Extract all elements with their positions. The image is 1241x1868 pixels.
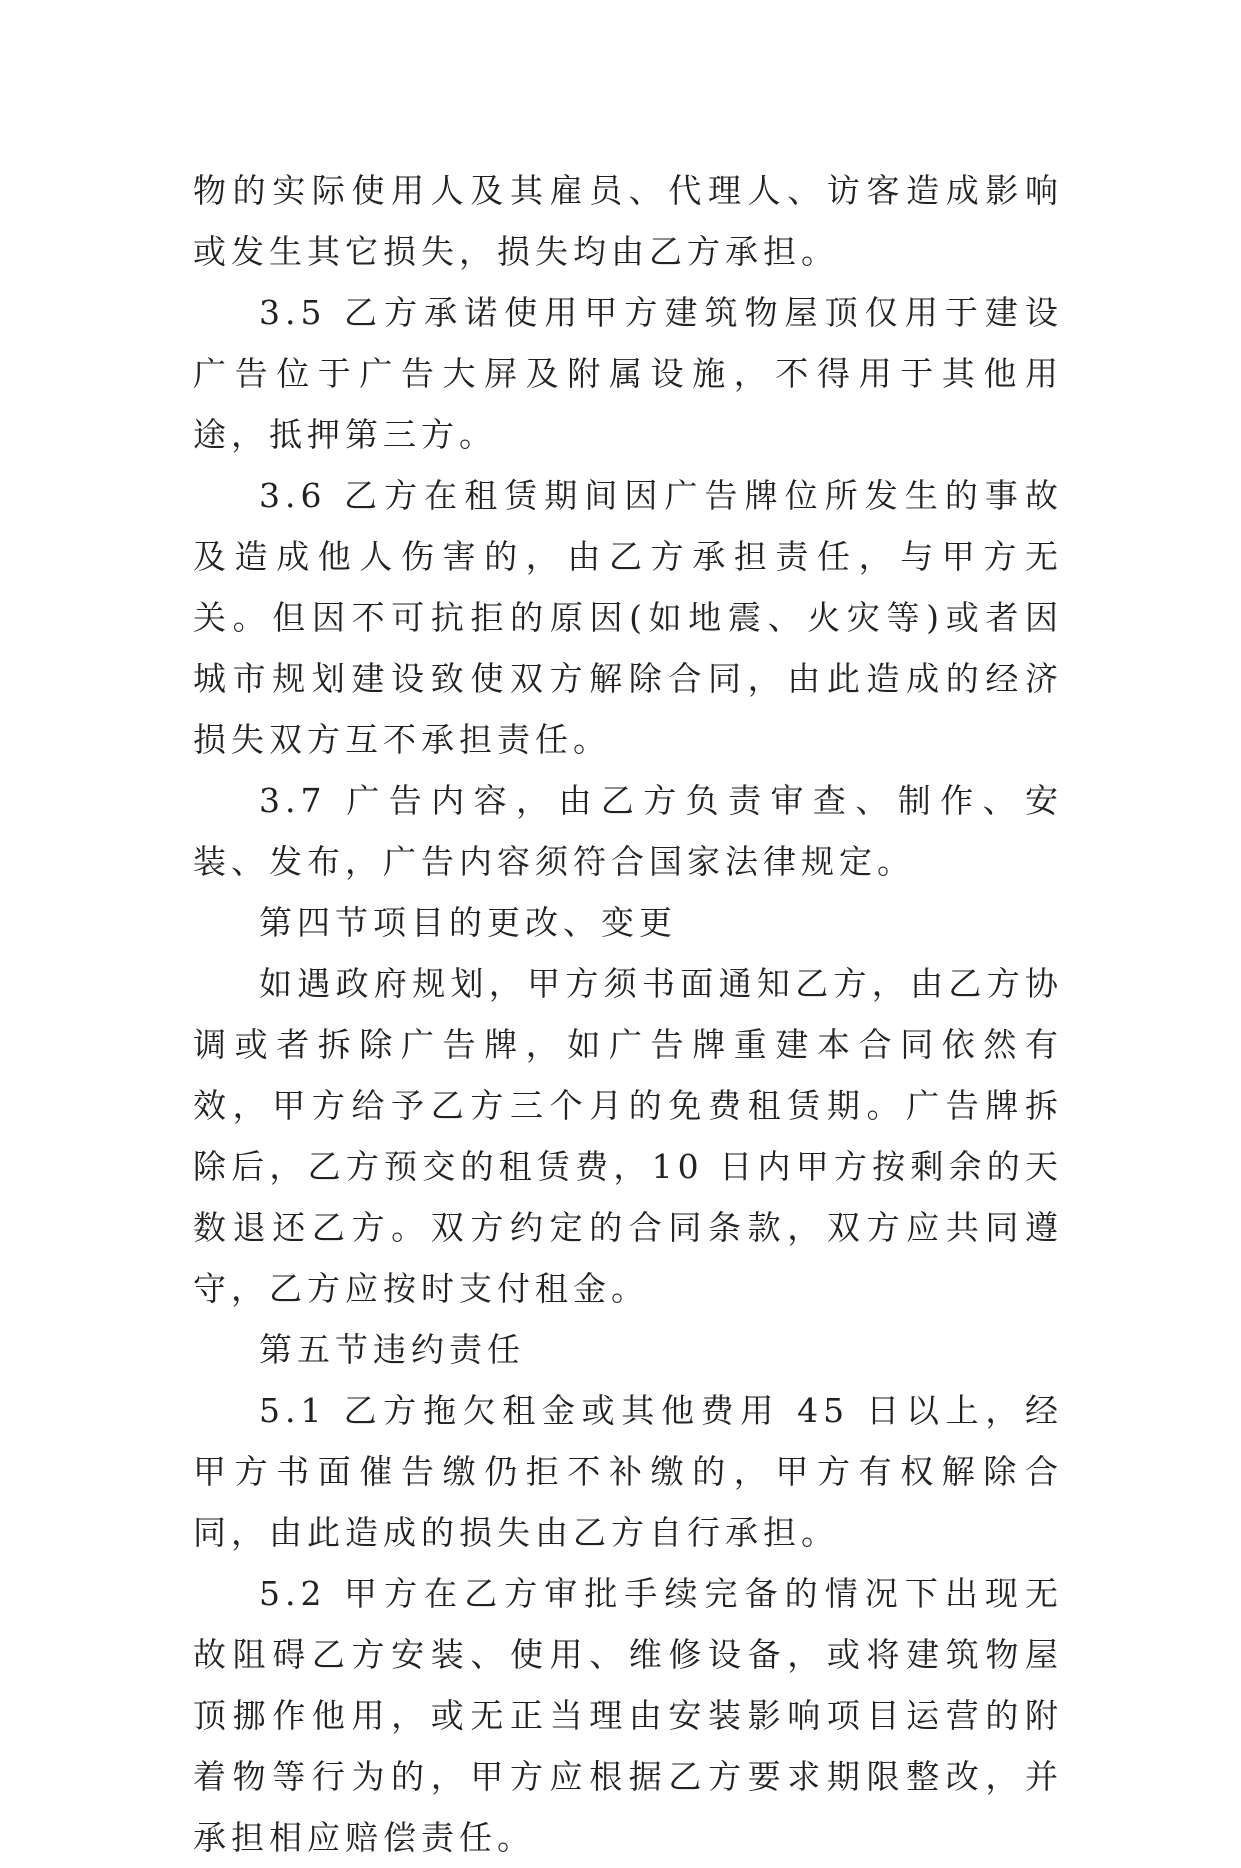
paragraph-clause-3-5: 3.5 乙方承诺使用甲方建筑物屋顶仅用于建设广告位于广告大屏及附属设施，不得用于其他用途，抵押第三方。 (193, 293, 1063, 454)
paragraph-continued-clause: 物的实际使用人及其雇员、代理人、访客造成影响或发生其它损失，损失均由乙方承担。 (193, 171, 1063, 271)
paragraph-section-4-body: 如遇政府规划，甲方须书面通知乙方，由乙方协调或者拆除广告牌，如广告牌重建本合同依然有效，甲方给予乙方三个月的免费租赁期。广告牌拆除后，乙方预交的租赁费，10 日内甲方按剩余的天数退还乙方。双方约定的合同条款，双方应共同遵守，乙方应按时支付租金。 (193, 964, 1063, 1308)
paragraph-clause-5-1: 5.1 乙方拖欠租金或其他费用 45 日以上，经甲方书面催告缴仍拒不补缴的，甲方有权解除合同，由此造成的损失由乙方自行承担。 (193, 1391, 1063, 1552)
section-heading-5: 第五节违约责任 (259, 1330, 525, 1369)
paragraph-clause-3-7: 3.7 广告内容，由乙方负责审查、制作、安装、发布，广告内容须符合国家法律规定。 (193, 781, 1063, 881)
paragraph-clause-3-6: 3.6 乙方在租赁期间因广告牌位所发生的事故及造成他人伤害的，由乙方承担责任，与甲方无关。但因不可抗拒的原因(如地震、火灾等)或者因城市规划建设致使双方解除合同，由此造成的经济损失双方互不承担责任。 (193, 476, 1063, 759)
document-body (193, 160, 1063, 1868)
paragraph-clause-5-2: 5.2 甲方在乙方审批手续完备的情况下出现无故阻碍乙方安装、使用、维修设备，或将建筑物屋顶挪作他用，或无正当理由安装影响项目运营的附着物等行为的，甲方应根据乙方要求期限整改，并承担相应赔偿责任。 (193, 1574, 1063, 1857)
section-heading-4: 第四节项目的更改、变更 (259, 903, 677, 942)
